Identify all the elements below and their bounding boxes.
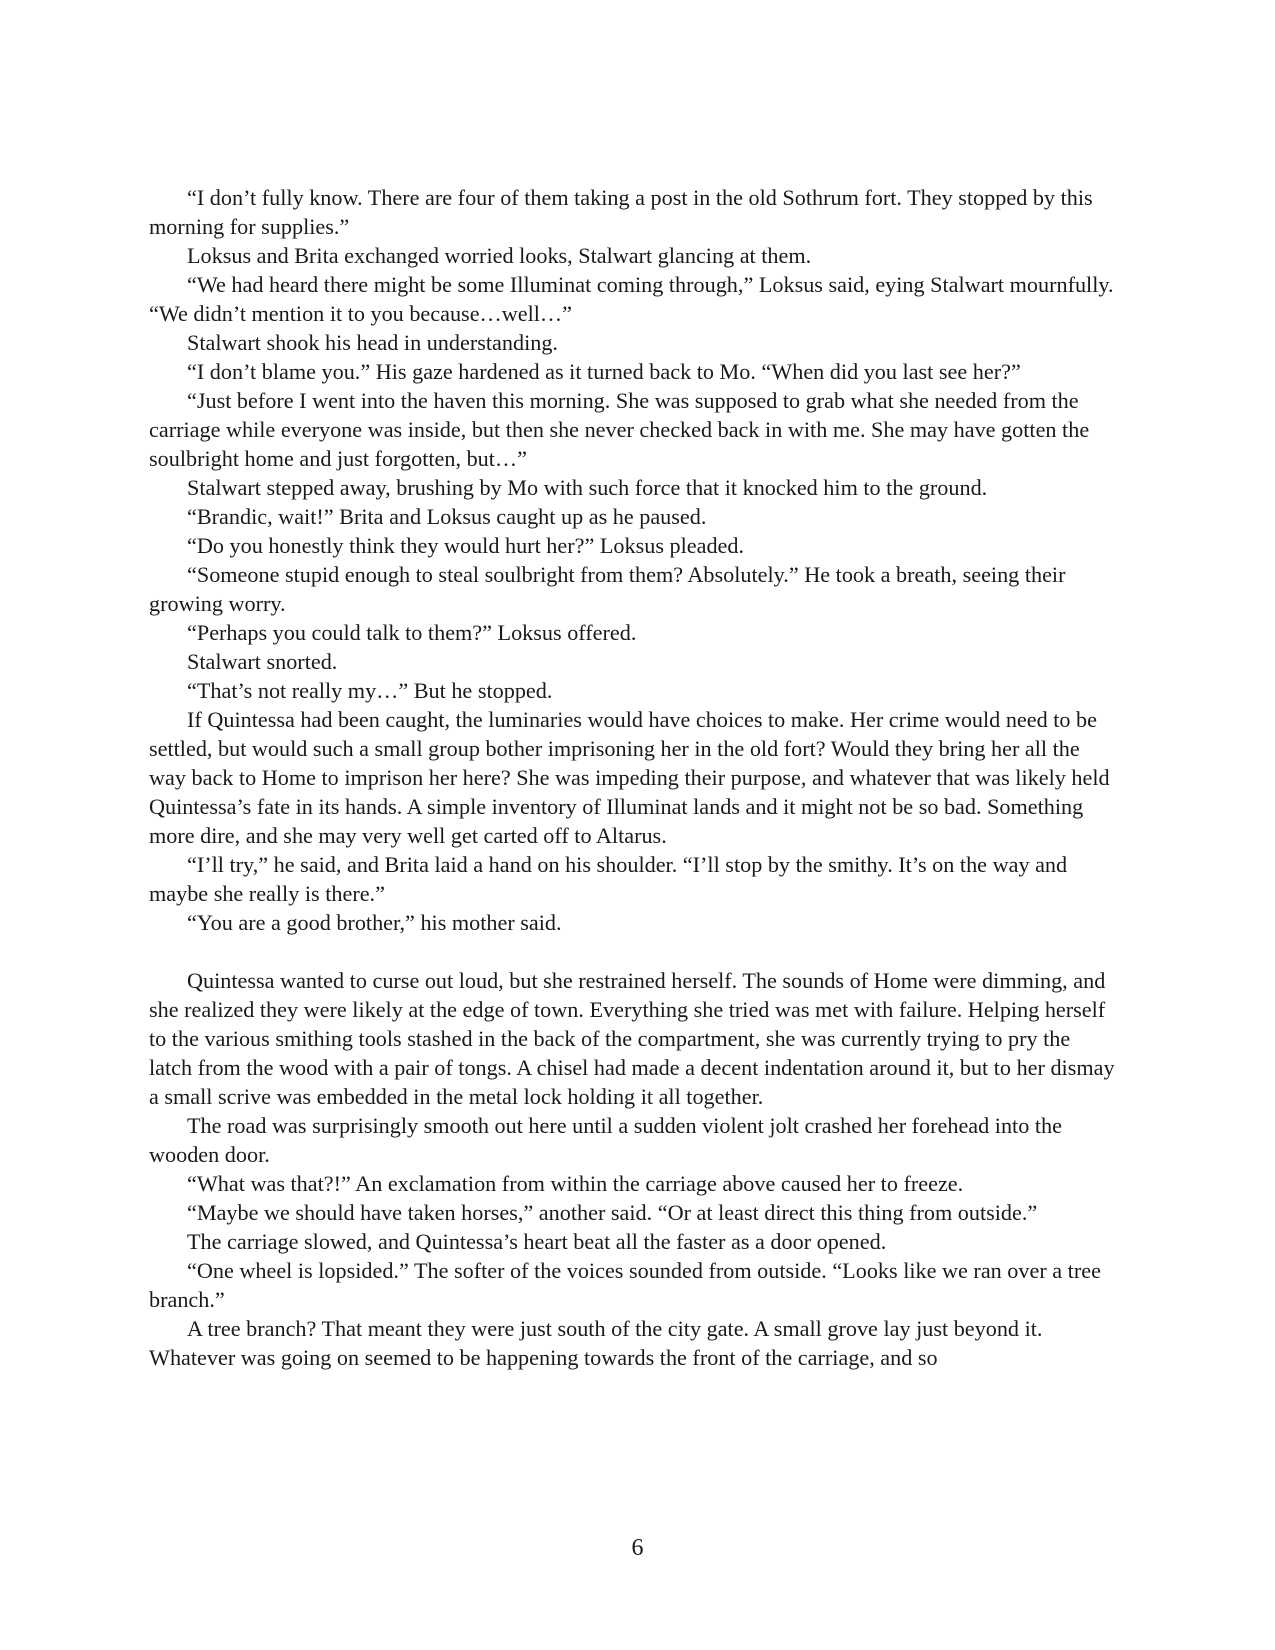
paragraph: The carriage slowed, and Quintessa’s heart beat all the faster as a door opened. [187,1229,887,1254]
paragraph: “I’ll try,” he said, and Brita laid a hand on his shoulder. “I’ll stop by the smithy. It’s on the way and maybe she really is there.” [149,852,1068,906]
paragraph: “Brandic, wait!” Brita and Loksus caught up as he paused. [187,504,707,529]
paragraph: If Quintessa had been caught, the luminaries would have choices to make. Her crime would need to be settled, but would such a small group bother imprisoning her in the old fort? Would they bring her all the way back to Home to imprison her here? She was impeding their purpose, and whatever that was likely held Quintessa’s fate in its hands. A simple inventory of Illuminat lands and it might not be so bad. Something more dire, and she may very well get carted off to Altarus. [149,707,1110,848]
body-text [149,183,1117,1372]
paragraph: “Perhaps you could talk to them?” Loksus offered. [187,620,637,645]
paragraph: “Just before I went into the haven this morning. She was supposed to grab what she needed from the carriage while everyone was inside, but then she never checked back in with me. She may have gotten the soulbright home and just forgotten, but…” [149,388,1090,471]
paragraph: “What was that?!” An exclamation from within the carriage above caused her to freeze. [187,1171,964,1196]
paragraph: A tree branch? That meant they were just south of the city gate. A small grove lay just beyond it. Whatever was going on seemed to be happening towards the front of the carriage, and so [149,1316,1043,1370]
scene-break [149,937,1117,966]
paragraph: “Someone stupid enough to steal soulbright from them? Absolutely.” He took a breath, seeing their growing worry. [149,562,1066,616]
paragraph: Stalwart shook his head in understanding. [187,330,558,355]
paragraph: The road was surprisingly smooth out here until a sudden violent jolt crashed her forehead into the wooden door. [149,1113,1062,1167]
paragraph: Loksus and Brita exchanged worried looks, Stalwart glancing at them. [187,243,812,268]
paragraph: Quintessa wanted to curse out loud, but she restrained herself. The sounds of Home were dimming, and she realized they were likely at the edge of town. Everything she tried was met with failure. Helping herself to the various smithing tools stashed in the back of the compartment, she was currently trying to pry the latch from the wood with a pair of tongs. A chisel had made a decent indentation around it, but to her dismay a small scrive was embedded in the metal lock holding it all together. [149,968,1115,1109]
paragraph: “You are a good brother,” his mother said. [187,910,562,935]
paragraph: “Maybe we should have taken horses,” another said. “Or at least direct this thing from outside.” [187,1200,1038,1225]
paragraph: “We had heard there might be some Illuminat coming through,” Loksus said, eying Stalwart mournfully. “We didn’t mention it to you because…well…” [149,272,1114,326]
paragraph: “I don’t fully know. There are four of them taking a post in the old Sothrum fort. They stopped by this morning for supplies.” [149,185,1093,239]
paragraph: “That’s not really my…” But he stopped. [187,678,553,703]
paragraph: Stalwart stepped away, brushing by Mo with such force that it knocked him to the ground. [187,475,988,500]
paragraph: “I don’t blame you.” His gaze hardened as it turned back to Mo. “When did you last see her?” [187,359,1021,384]
page-number: 6 [631,1535,644,1561]
paragraph: “One wheel is lopsided.” The softer of the voices sounded from outside. “Looks like we ran over a tree branch.” [149,1258,1101,1312]
paragraph: “Do you honestly think they would hurt her?” Loksus pleaded. [187,533,745,558]
paragraph: Stalwart snorted. [187,649,338,674]
